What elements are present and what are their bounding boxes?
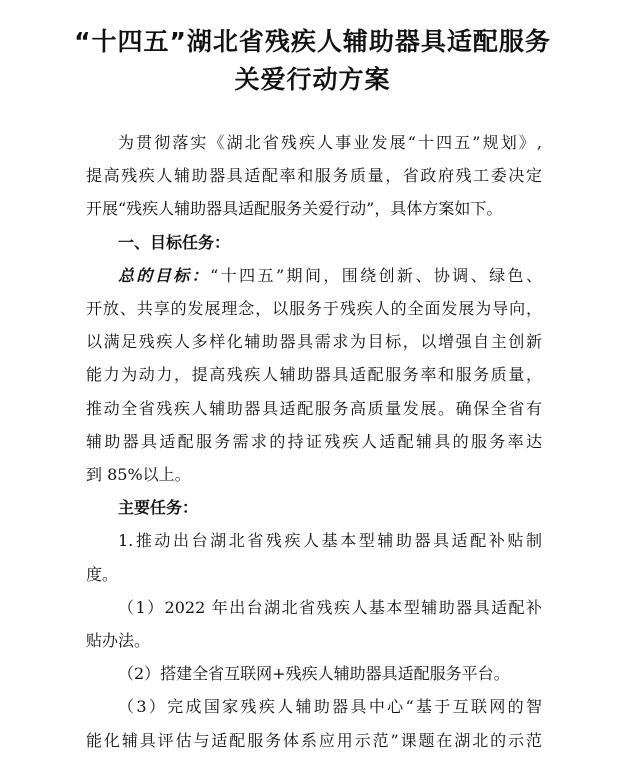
overall-goal-line-4: 能力为动力，提高残疾人辅助器具适配服务率和服务质量， <box>86 365 542 385</box>
task-1-paragraph <box>86 524 542 590</box>
document-title-line1: “十四五”湖北省残疾人辅助器具适配服务 <box>74 27 551 56</box>
overall-goal-line-1 <box>86 259 542 292</box>
task-1-1-line-2: 贴办法。 <box>86 631 151 651</box>
overall-goal-line-6: 辅助器具适配服务需求的持证残疾人适配辅具的服务率达 <box>86 431 542 451</box>
overall-goal-label: 总的目标： <box>118 265 211 285</box>
overall-goal-line-5: 推动全省残疾人辅助器具适配服务高质量发展。确保全省有 <box>86 398 542 418</box>
document-title-line2: 关爱行动方案 <box>234 65 391 94</box>
intro-line-3: 开展“残疾人辅助器具适配服务关爱行动”，具体方案如下。 <box>86 199 503 219</box>
task-1-1-paragraph <box>86 591 542 657</box>
document-body <box>86 126 542 757</box>
task-1-3-line-1: （3）完成国家残疾人辅助器具中心“基于互联网的智 <box>118 697 542 717</box>
task-1-2-line-1: （2）搭建全省互联网+残疾人辅助器具适配服务平台。 <box>118 664 510 684</box>
task-1-3-line-2: 能化辅具评估与适配服务体系应用示范”课题在湖北的示范 <box>86 730 542 750</box>
intro-line-2: 提高残疾人辅助器具适配率和服务质量，省政府残工委决定 <box>86 166 542 186</box>
task-1-line-2: 度。 <box>86 564 119 584</box>
section-heading-targets: 一、目标任务： <box>118 232 231 252</box>
main-tasks-heading: 主要任务： <box>118 498 199 518</box>
task-1-1-line-1: （1）2022 年出台湖北省残疾人基本型辅助器具适配补 <box>118 597 542 617</box>
overall-goal-line-7: 到 85%以上。 <box>86 465 191 485</box>
overall-goal-paragraph <box>86 259 542 491</box>
task-1-2-paragraph <box>86 657 542 690</box>
overall-goal-line-3: 以满足残疾人多样化辅助器具需求为目标，以增强自主创新 <box>86 332 542 352</box>
overall-goal-text-1: “十四五”期间，围绕创新、协调、绿色、 <box>210 265 542 285</box>
overall-goal-line-2: 开放、共享的发展理念，以服务于残疾人的全面发展为导向， <box>86 299 542 319</box>
task-1-line-1: 1.推动出台湖北省残疾人基本型辅助器具适配补贴制 <box>118 531 542 551</box>
task-1-3-paragraph <box>86 690 542 756</box>
intro-line-1: 为贯彻落实《湖北省残疾人事业发展“十四五”规划》, <box>118 133 542 152</box>
intro-paragraph <box>86 126 542 226</box>
